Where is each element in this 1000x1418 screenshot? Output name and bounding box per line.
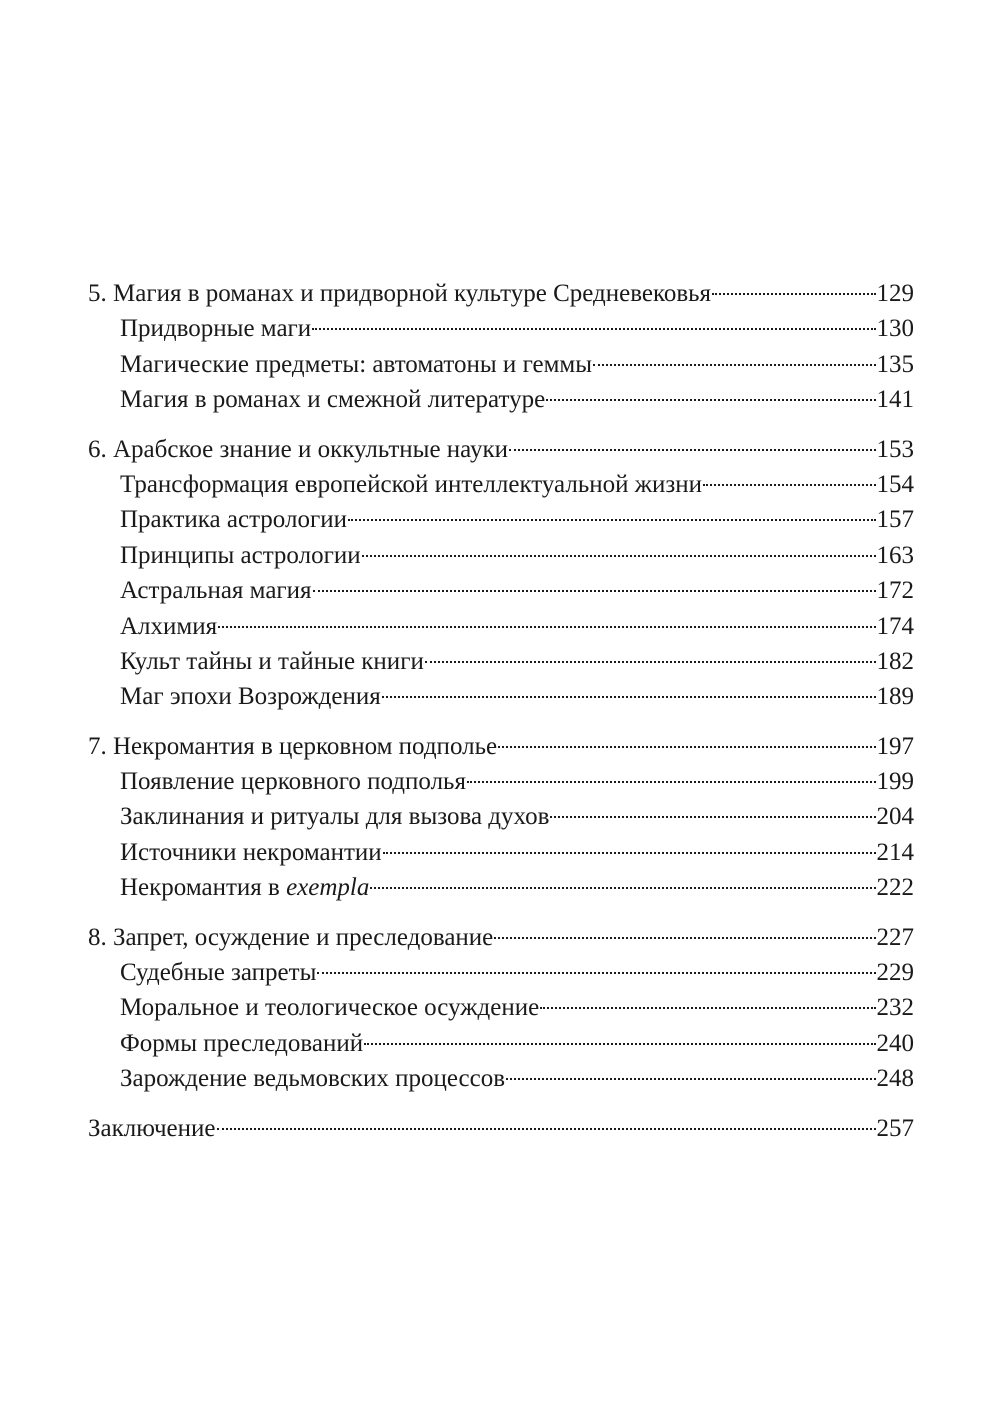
- toc-entry-title: Придворные маги: [120, 315, 312, 343]
- toc-entry-title: Появление церковного подполья: [120, 768, 466, 796]
- dot-leader: [467, 781, 876, 783]
- toc-subentry[interactable]: [88, 382, 914, 417]
- toc-subentry[interactable]: [88, 870, 914, 905]
- toc-subentry[interactable]: [88, 347, 914, 382]
- toc-entry-page: 157: [876, 506, 914, 534]
- toc-entry-title: Практика астрологии: [120, 506, 347, 534]
- toc-chapter-entry[interactable]: [88, 276, 914, 311]
- toc-entry-title: Алхимия: [120, 612, 218, 640]
- toc-section-7: [88, 729, 914, 906]
- toc-chapter-entry[interactable]: [88, 432, 914, 467]
- toc-section-6: [88, 432, 914, 715]
- dot-leader: [383, 852, 876, 854]
- toc-subentry[interactable]: [88, 679, 914, 714]
- dot-leader: [540, 1007, 875, 1009]
- toc-entry-title-italic: exempla: [286, 874, 370, 902]
- toc-subentry[interactable]: [88, 1061, 914, 1096]
- toc-subentry[interactable]: [88, 502, 914, 537]
- toc-entry-title: Источники некромантии: [120, 838, 382, 866]
- toc-entry-page: 214: [876, 838, 914, 866]
- toc-subentry[interactable]: [88, 538, 914, 573]
- toc-entry-title: [120, 870, 369, 905]
- toc-entry-title: Заклинания и ритуалы для вызова духов: [120, 803, 550, 831]
- toc-entry-page: 129: [876, 280, 914, 307]
- toc-chapter-entry[interactable]: [88, 729, 914, 764]
- toc-subentry[interactable]: [88, 764, 914, 799]
- toc-entry-title: Магия в романах и смежной литературе: [120, 386, 546, 414]
- dot-leader: [546, 399, 875, 401]
- toc-entry-title: 7. Некромантия в церковном подполье: [88, 732, 498, 760]
- toc-section-conclusion: [88, 1111, 914, 1146]
- dot-leader: [382, 696, 876, 698]
- dot-leader: [550, 816, 875, 818]
- toc-section-8: [88, 920, 914, 1097]
- toc-entry-page: 222: [876, 874, 914, 902]
- toc-entry-page: 154: [876, 470, 914, 498]
- dot-leader: [312, 328, 875, 330]
- toc-entry-title: Трансформация европейской интеллектуальной жизни: [120, 470, 703, 498]
- toc-entry-title: Астральная магия: [120, 577, 312, 605]
- toc-entry-title: Судебные запреты: [120, 959, 317, 987]
- toc-entry-title: Принципы астрологии: [120, 541, 361, 569]
- toc-entry-title: Заключение: [88, 1114, 216, 1142]
- toc-entry-title: Культ тайны и тайные книги: [120, 647, 424, 675]
- toc-subentry[interactable]: [88, 609, 914, 644]
- toc-subentry[interactable]: [88, 573, 914, 608]
- toc-entry-page: 227: [876, 923, 914, 951]
- toc-entry-page: 135: [876, 350, 914, 378]
- toc-subentry[interactable]: [88, 990, 914, 1025]
- toc-entry-page: 197: [876, 732, 914, 760]
- dot-leader: [712, 293, 875, 295]
- toc-subentry[interactable]: [88, 1026, 914, 1061]
- toc-entry-page: 163: [876, 541, 914, 569]
- dot-leader: [498, 746, 875, 748]
- dot-leader: [425, 661, 876, 663]
- dot-leader: [313, 590, 876, 592]
- toc-entry-page: 232: [876, 994, 914, 1022]
- toc-subentry[interactable]: [88, 311, 914, 346]
- toc-subentry[interactable]: [88, 799, 914, 834]
- toc-entry-title: 6. Арабское знание и оккультные науки: [88, 435, 509, 463]
- dot-leader: [218, 626, 875, 628]
- toc-entry-page: 130: [876, 315, 914, 343]
- toc-entry-page: 248: [876, 1065, 914, 1093]
- toc-entry-page: 240: [876, 1029, 914, 1057]
- toc-entry-page: 229: [876, 959, 914, 987]
- toc-section-5: [88, 276, 914, 418]
- dot-leader: [703, 484, 875, 486]
- dot-leader: [317, 972, 875, 974]
- toc-entry-title: Магические предметы: автоматоны и геммы: [120, 350, 593, 378]
- toc-subentry[interactable]: [88, 644, 914, 679]
- dot-leader: [370, 887, 875, 889]
- toc-entry-page: 153: [876, 435, 914, 463]
- dot-leader: [348, 519, 876, 521]
- dot-leader: [494, 937, 875, 939]
- toc-entry-page: 141: [876, 386, 914, 414]
- dot-leader: [509, 449, 875, 451]
- toc-entry-title: 8. Запрет, осуждение и преследование: [88, 923, 494, 951]
- dot-leader: [506, 1078, 875, 1080]
- table-of-contents: [88, 276, 914, 1146]
- toc-entry-title: Формы преследований: [120, 1029, 364, 1057]
- toc-entry-page: 189: [876, 683, 914, 711]
- toc-entry-page: 204: [876, 803, 914, 831]
- toc-chapter-entry[interactable]: [88, 1111, 914, 1146]
- toc-subentry[interactable]: [88, 467, 914, 502]
- dot-leader: [362, 555, 876, 557]
- toc-subentry[interactable]: [88, 835, 914, 870]
- toc-entry-page: 174: [876, 612, 914, 640]
- toc-entry-title: Маг эпохи Возрождения: [120, 683, 381, 711]
- toc-entry-title: Моральное и теологическое осуждение: [120, 994, 540, 1022]
- dot-leader: [364, 1043, 875, 1045]
- toc-entry-title: Зарождение ведьмовских процессов: [120, 1065, 506, 1093]
- toc-entry-page: 199: [876, 768, 914, 796]
- toc-subentry[interactable]: [88, 955, 914, 990]
- toc-entry-page: 172: [876, 577, 914, 605]
- dot-leader: [217, 1128, 876, 1130]
- toc-entry-page: 257: [876, 1114, 914, 1142]
- toc-entry-title-roman: Некромантия в: [120, 874, 287, 902]
- toc-chapter-entry[interactable]: [88, 920, 914, 955]
- dot-leader: [593, 364, 875, 366]
- toc-entry-page: 182: [876, 647, 914, 675]
- toc-entry-title: 5. Магия в романах и придворной культуре Средневековья: [88, 280, 712, 307]
